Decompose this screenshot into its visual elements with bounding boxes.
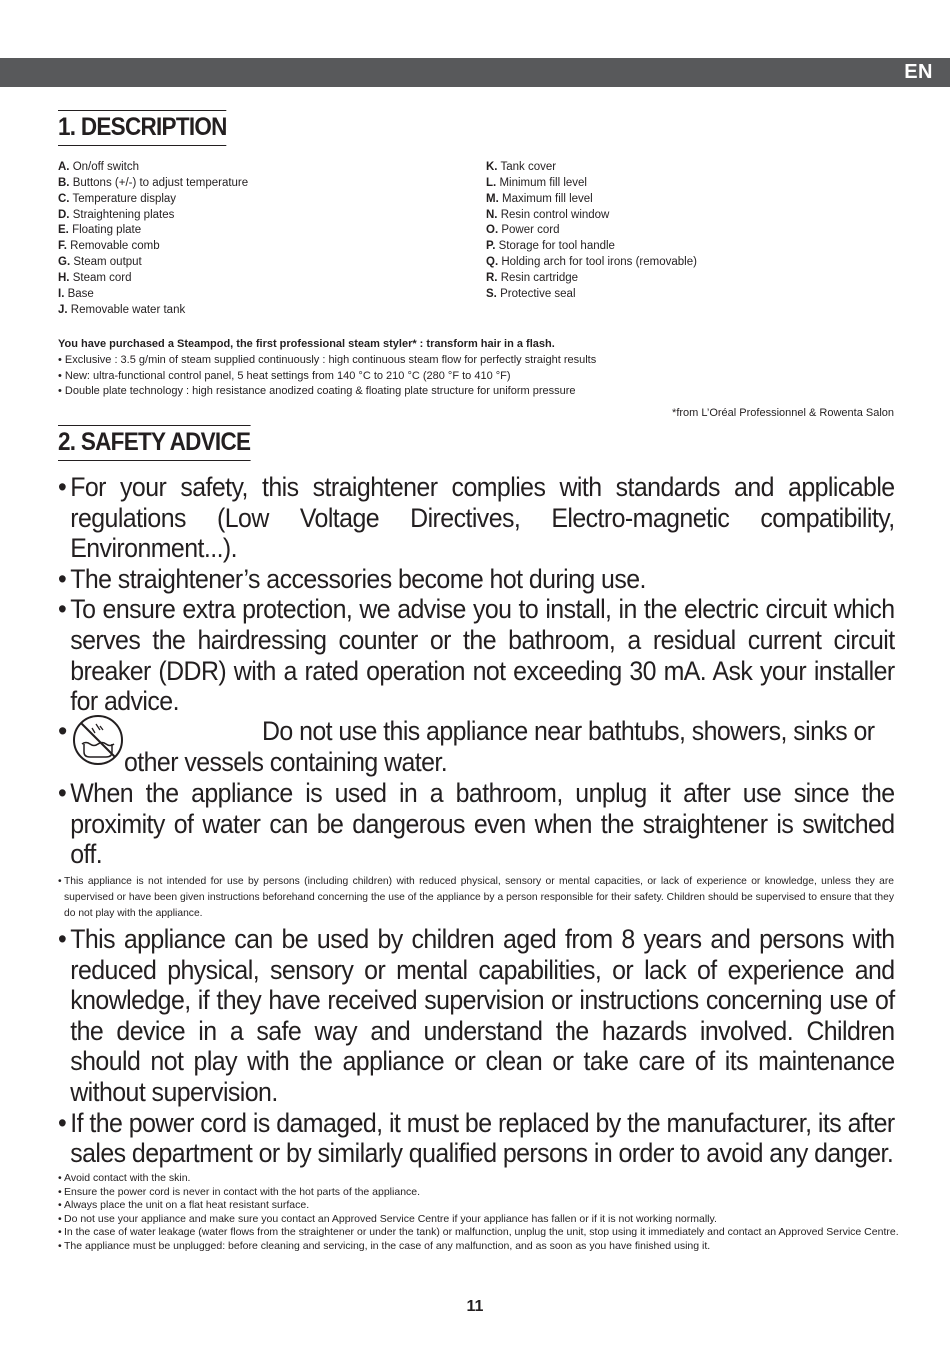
part-item: N. Resin control window xyxy=(486,208,610,221)
part-item: P. Storage for tool handle xyxy=(486,240,615,253)
note-item: • Avoid contact with the skin. xyxy=(58,1172,908,1186)
part-item: R. Resin cartridge xyxy=(486,271,579,284)
note-item: • In the case of water leakage (water flows from the straightener or under the tank) or malfunction, unplug the unit, stop using it immediately and contact an Approved Service Centre. xyxy=(58,1226,908,1240)
water-warning-line1: Do not use this appliance near bathtubs, showers, sinks or xyxy=(262,716,875,746)
note-item: • Do not use your appliance and make sure you contact an Approved Service Centre if your appliance has fallen or if it is not working normally. xyxy=(58,1213,908,1227)
part-item: A. On/off switch xyxy=(58,161,139,173)
safety-list-1 xyxy=(58,472,895,717)
safety-item: • The straightener’s accessories become hot during use. xyxy=(58,564,895,595)
part-item: E. Floating plate xyxy=(58,224,142,237)
safety-list-2 xyxy=(58,924,895,1169)
part-item: Q. Holding arch for tool irons (removable) xyxy=(486,256,697,269)
safety-item: • If the power cord is damaged, it must be replaced by the manufacturer, its after sales department or by similarly qualified persons in order to avoid any danger. xyxy=(58,1108,895,1169)
part-item: L. Minimum fill level xyxy=(486,176,587,189)
footnote: *from L’Oréal Professionnel & Rowenta Salon xyxy=(672,407,894,419)
product-intro xyxy=(58,337,898,400)
part-item: S. Protective seal xyxy=(486,287,576,300)
safety-item: • When the appliance is used in a bathroom, unplug it after use since the proximity of water can be dangerous even when the straightener is switched off. xyxy=(58,778,895,870)
note-item: • The appliance must be unplugged: before cleaning and servicing, in the case of any malfunction, and as soon as you have finished using it. xyxy=(58,1240,908,1254)
section-title-description: 1. DESCRIPTION xyxy=(58,110,227,146)
section-title-safety: 2. SAFETY ADVICE xyxy=(58,425,250,461)
safety-notes xyxy=(58,1172,908,1254)
part-item: H. Steam cord xyxy=(58,271,132,284)
supervision-text: • This appliance is not intended for use by persons (including children) with reduced physical, sensory or mental capacities, or lack of experience or knowledge, unless they are supervised or have been given instructions beforehand concerning the use of the appliance by a person responsible for their safety. Children should be supervised to ensure that they do not play with the appliance. xyxy=(58,874,894,921)
part-item: C. Temperature display xyxy=(58,192,177,205)
header-bar xyxy=(0,58,950,87)
language-label: EN xyxy=(904,61,933,83)
intro-bullet: • Exclusive : 3.5 g/min of steam supplied continuously : high continuous steam flow for perfectly straight results xyxy=(58,353,597,366)
part-item: K. Tank cover xyxy=(486,161,557,173)
intro-bullet: • New: ultra-functional control panel, 5 heat settings from 140 °C to 210 °C (280 °F to 410 °F) xyxy=(58,369,511,382)
note-item: • Always place the unit on a flat heat resistant surface. xyxy=(58,1199,908,1213)
supervision-note xyxy=(58,874,894,921)
safety-item: • This appliance can be used by children aged from 8 years and persons with reduced physical, sensory or mental capabilities, or lack of experience and knowledge, if they have received supervision or instructions concerning use of the device in a safe way and understand the hazards involved. Children should not play with the appliance or clean or take care of its maintenance without supervision. xyxy=(58,924,895,1108)
safety-item: • To ensure extra protection, we advise you to install, in the electric circuit which serves the hairdressing counter or the bathroom, a residual current circuit breaker (DDR) with a rated operation not exceeding 30 mA. Ask your installer for advice. xyxy=(58,594,895,716)
safety-item: • For your safety, this straightener complies with standards and applicable regulations (Low Voltage Directives, Electro-magnetic compatibility, Environment...). xyxy=(58,472,895,564)
part-item: F. Removable comb xyxy=(58,240,160,253)
parts-list-left xyxy=(58,160,248,318)
no-water-icon xyxy=(72,714,124,766)
parts-list-right xyxy=(486,160,697,303)
part-item: G. Steam output xyxy=(58,256,142,269)
page-number: 11 xyxy=(466,1298,484,1315)
water-warning-line2: other vessels containing water. xyxy=(124,747,448,777)
safety-list-bathroom xyxy=(58,778,895,870)
part-item: I. Base xyxy=(58,287,94,300)
note-item: • Ensure the power cord is never in contact with the hot parts of the appliance. xyxy=(58,1186,908,1200)
intro-bullet: • Double plate technology : high resistance anodized coating & floating plate structure for uniform pressure xyxy=(58,385,576,398)
part-item: J. Removable water tank xyxy=(58,303,186,316)
part-item: D. Straightening plates xyxy=(58,208,175,221)
part-item: B. Buttons (+/-) to adjust temperature xyxy=(58,176,249,189)
intro-lead: You have purchased a Steampod, the first professional steam styler* : transform hair in a flash. xyxy=(58,338,555,350)
part-item: O. Power cord xyxy=(486,224,560,237)
part-item: M. Maximum fill level xyxy=(486,192,593,205)
